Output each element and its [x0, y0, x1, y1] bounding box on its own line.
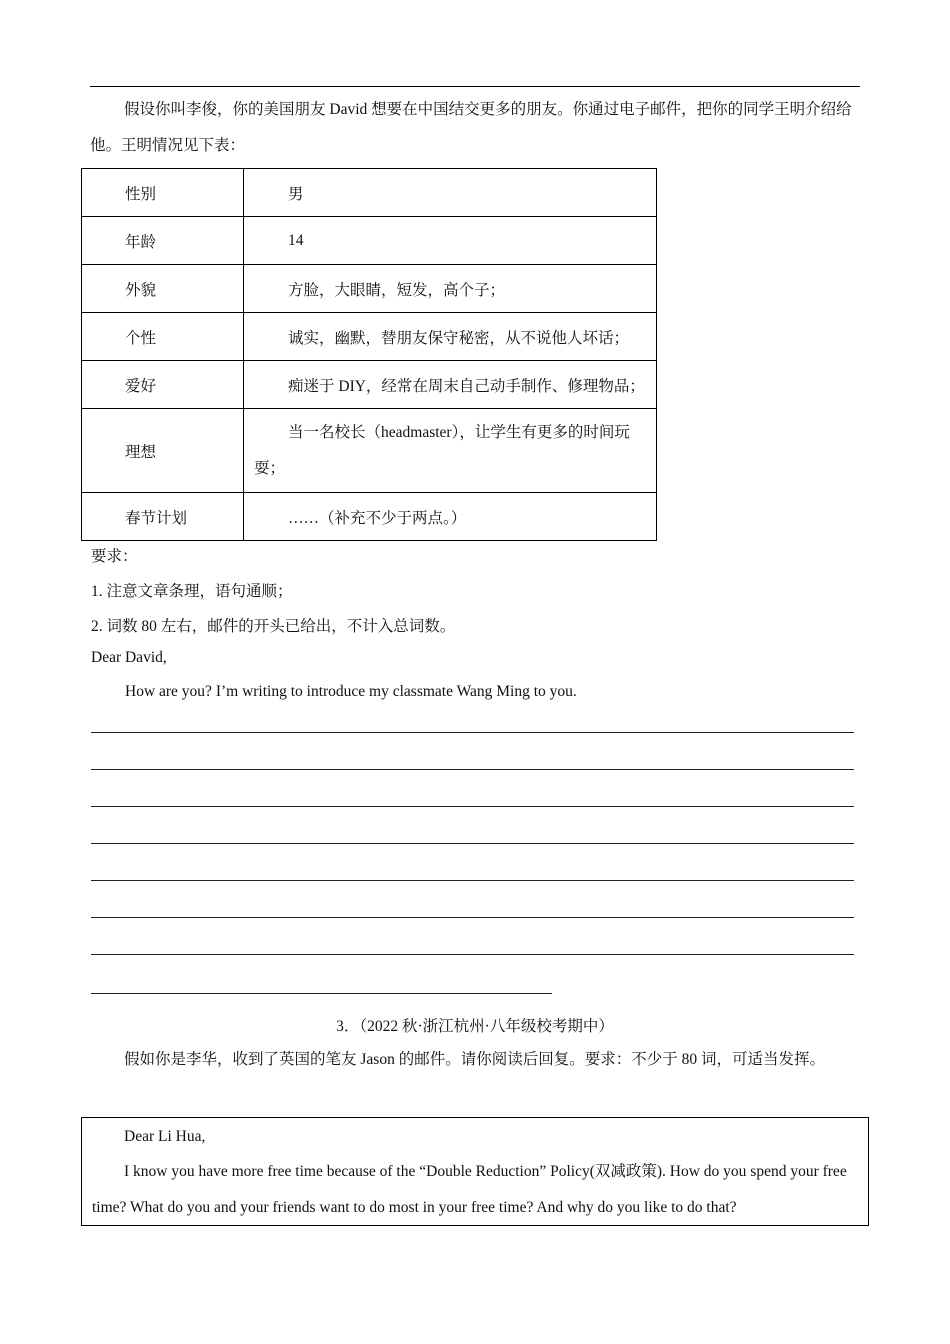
answer-line [91, 917, 854, 918]
answer-line [91, 954, 854, 955]
answer-line [91, 806, 854, 807]
table-row [82, 313, 657, 361]
table-value: 当一名校长（headmaster），让学生有更多的时间玩耍； [244, 409, 657, 493]
table-row [82, 265, 657, 313]
jason-letter-box [81, 1117, 869, 1226]
question-prompt: 假如你是李华，收到了英国的笔友 Jason 的邮件。请你阅读后回复。要求：不少于 80 词，可适当发挥。 [124, 1051, 825, 1068]
table-value: 痴迷于 DIY，经常在周末自己动手制作、修理物品； [244, 361, 657, 409]
answer-line [91, 843, 854, 844]
table-row [82, 409, 657, 493]
table-key: 个性 [82, 313, 244, 361]
table-key: 外貌 [82, 265, 244, 313]
table-value: 诚实，幽默，替朋友保守秘密，从不说他人坏话； [244, 313, 657, 361]
answer-line [91, 993, 552, 994]
table-value: 方脸，大眼睛，短发，高个子； [244, 265, 657, 313]
requirement-item: 2. 词数 80 左右，邮件的开头已给出，不计入总词数。 [91, 618, 456, 635]
answer-line [91, 732, 854, 733]
answer-line [91, 880, 854, 881]
letter-greeting: Dear David, [91, 649, 167, 666]
table-row [82, 493, 657, 541]
table-row [82, 361, 657, 409]
table-key: 爱好 [82, 361, 244, 409]
table-value: 男 [244, 169, 657, 217]
jason-letter-greeting: Dear Li Hua, [124, 1128, 206, 1145]
table-key: 春节计划 [82, 493, 244, 541]
table-row [82, 169, 657, 217]
info-table [81, 168, 657, 541]
jason-letter-body: I know you have more free time because of the “Double Reduction” Policy(双减政策). How do you spend your free time? What do you and your friends want to do most in your free time? And why do you like to do that? [92, 1163, 847, 1216]
table-key: 年龄 [82, 217, 244, 265]
table-key: 性别 [82, 169, 244, 217]
table-value: ……（补充不少于两点。） [244, 493, 657, 541]
table-key: 理想 [82, 409, 244, 493]
table-row [82, 217, 657, 265]
question-heading: 3．（2022 秋·浙江杭州·八年级校考期中） [336, 1018, 614, 1035]
table-value: 14 [244, 217, 657, 265]
header-rule [90, 86, 860, 87]
answer-line [91, 769, 854, 770]
letter-first-line: How are you? I’m writing to introduce my classmate Wang Ming to you. [125, 683, 577, 700]
requirement-item: 1. 注意文章条理，语句通顺； [91, 583, 293, 600]
intro-paragraph: 假设你叫李俊，你的美国朋友 David 想要在中国结交更多的朋友。你通过电子邮件，把你的同学王明介绍给他。王明情况见下表： [90, 101, 852, 154]
requirements-title: 要求： [91, 548, 138, 565]
